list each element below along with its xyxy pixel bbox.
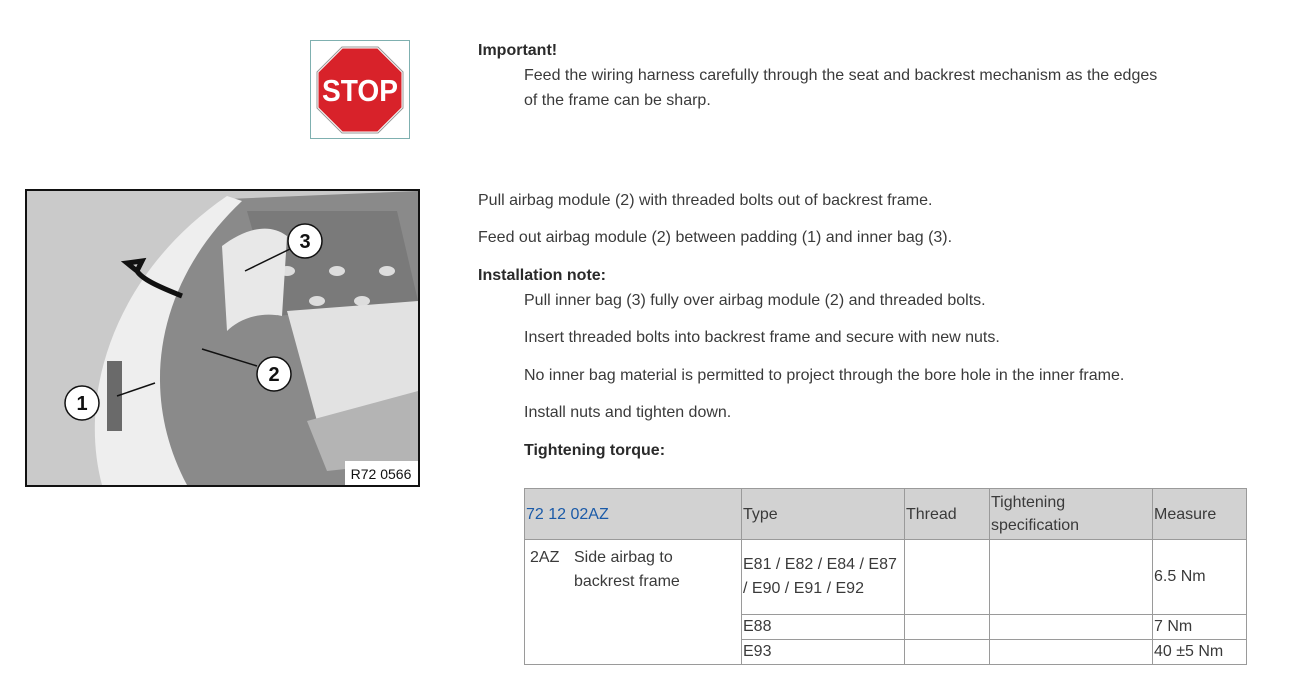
svg-text:STOP: STOP — [322, 73, 398, 108]
installation-note-heading: Installation note: — [478, 267, 606, 284]
spec-cell — [990, 540, 1153, 615]
type-cell: E93 — [742, 640, 905, 665]
note-item: Pull inner bag (3) fully over airbag module (2) and threaded bolts. — [524, 292, 986, 309]
step-1: Pull airbag module (2) with threaded bolts out of backrest frame. — [478, 192, 933, 209]
header-code[interactable]: 72 12 02AZ — [525, 489, 742, 540]
note-item: Install nuts and tighten down. — [524, 404, 732, 421]
warning-text-line1: Feed the wiring harness carefully through the seat and backrest mechanism as the edges — [524, 67, 1158, 84]
item-desc-line2: backrest frame — [574, 573, 680, 590]
header-type: Type — [742, 489, 905, 540]
callout-2: 2 — [268, 364, 280, 386]
header-spec: Tightening specification — [990, 489, 1153, 540]
item-desc-line1: Side airbag to — [574, 549, 673, 566]
measure-cell: 7 Nm — [1153, 615, 1247, 640]
item-code: 2AZ — [530, 549, 560, 566]
warning-text-line2: of the frame can be sharp. — [524, 92, 711, 109]
important-heading: Important! — [478, 42, 558, 59]
measure-cell: 40 ±5 Nm — [1153, 640, 1247, 665]
thread-cell — [905, 615, 990, 640]
note-item: Insert threaded bolts into backrest frame and secure with new nuts. — [524, 329, 1000, 346]
type-cell: E81 / E82 / E84 / E87 / E90 / E91 / E92 — [742, 540, 905, 615]
callout-1: 1 — [76, 393, 88, 415]
header-measure: Measure — [1153, 489, 1247, 540]
torque-table — [524, 488, 1247, 665]
spec-cell — [990, 640, 1153, 665]
note-item: No inner bag material is permitted to project through the bore hole in the inner frame. — [524, 367, 1125, 384]
header-thread: Thread — [905, 489, 990, 540]
stop-sign-icon — [310, 40, 410, 139]
type-cell: E88 — [742, 615, 905, 640]
thread-cell — [905, 640, 990, 665]
thread-cell — [905, 540, 990, 615]
measure-cell: 6.5 Nm — [1153, 540, 1247, 615]
item-cell — [525, 540, 742, 665]
step-2: Feed out airbag module (2) between padding (1) and inner bag (3). — [478, 229, 953, 246]
figure-id: R72 0566 — [350, 466, 412, 482]
callout-3: 3 — [299, 231, 311, 253]
table-header-row — [525, 489, 1247, 540]
airbag-removal-figure — [25, 189, 420, 487]
spec-cell — [990, 615, 1153, 640]
tightening-torque-heading: Tightening torque: — [524, 442, 666, 459]
table-row — [525, 540, 1247, 615]
